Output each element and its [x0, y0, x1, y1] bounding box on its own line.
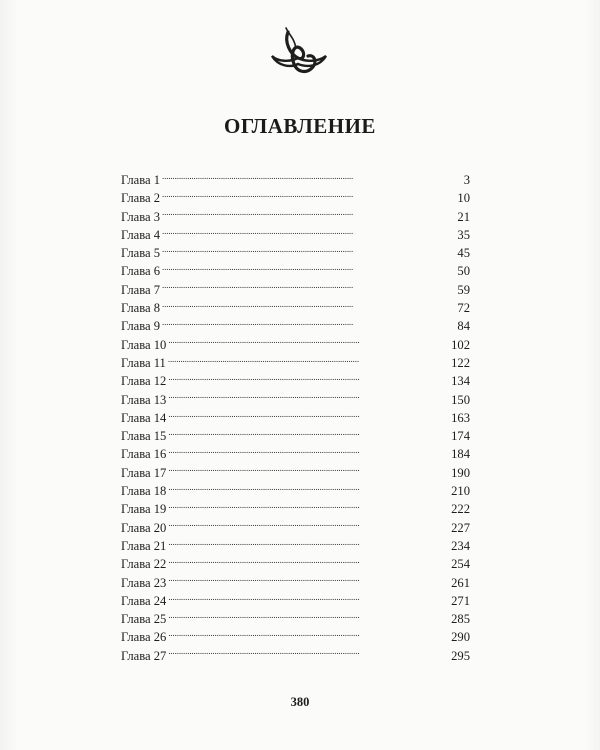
toc-entry — [121, 262, 470, 280]
dot-leader — [168, 337, 449, 349]
toc-entry — [121, 299, 470, 317]
toc-chapter-label: Глава 2 — [121, 191, 161, 206]
toc-page-number: 271 — [451, 593, 470, 608]
toc-chapter-label: Глава 14 — [121, 410, 167, 425]
flourish-icon — [268, 18, 332, 82]
toc-chapter-label: Глава 13 — [121, 392, 167, 407]
dot-leader — [162, 172, 462, 184]
dot-leader — [168, 629, 449, 641]
toc-page-number: 59 — [457, 282, 470, 297]
toc-chapter-label: Глава 11 — [121, 355, 166, 370]
toc-chapter-label: Глава 3 — [121, 209, 161, 224]
toc-page-number: 21 — [457, 209, 470, 224]
dot-leader — [162, 300, 455, 312]
page-number: 380 — [290, 695, 310, 709]
toc-page-number: 227 — [451, 520, 470, 535]
toc-entry — [121, 391, 470, 409]
dot-leader — [168, 428, 449, 440]
dot-leader — [162, 190, 455, 202]
toc-page-number: 295 — [451, 648, 470, 663]
dot-leader — [168, 538, 449, 550]
toc-page-number: 222 — [451, 502, 470, 517]
toc-entry — [121, 537, 470, 555]
toc-page-number: 45 — [457, 246, 470, 261]
toc-page-number: 3 — [463, 173, 470, 187]
dot-leader — [168, 501, 449, 513]
toc-chapter-label: Глава 19 — [121, 502, 167, 517]
dot-leader — [168, 446, 449, 458]
dot-leader — [162, 318, 455, 330]
toc-page-number: 134 — [451, 374, 470, 389]
toc-entry — [121, 281, 470, 299]
toc-entry — [121, 500, 470, 518]
toc-page-number: 190 — [451, 465, 470, 480]
dot-leader — [162, 209, 455, 221]
toc-chapter-label: Глава 12 — [121, 374, 167, 389]
toc-page-number: 285 — [451, 612, 470, 627]
toc-page-number: 84 — [457, 319, 470, 334]
dot-leader — [168, 465, 449, 477]
dot-leader — [162, 245, 455, 257]
toc-chapter-label: Глава 15 — [121, 429, 167, 444]
dot-leader — [168, 392, 449, 404]
toc-entry — [121, 445, 470, 463]
toc-entry — [121, 189, 470, 207]
toc-entry — [121, 244, 470, 262]
toc-entry — [121, 317, 470, 335]
toc-entry — [121, 226, 470, 244]
toc-page-number: 50 — [457, 264, 470, 279]
toc-page-number: 122 — [451, 355, 470, 370]
dot-leader — [168, 648, 449, 660]
toc-entry — [121, 592, 470, 610]
page-title: ОГЛАВЛЕНИЕ — [224, 114, 376, 138]
toc-chapter-label: Глава 8 — [121, 301, 161, 316]
toc-page-number: 290 — [451, 630, 470, 645]
toc-chapter-label: Глава 16 — [121, 447, 167, 462]
toc-page-number: 10 — [457, 191, 470, 206]
toc-entry — [121, 482, 470, 500]
dot-leader — [162, 282, 455, 294]
toc-chapter-label: Глава 1 — [121, 173, 161, 187]
toc-entry — [121, 336, 470, 354]
toc-entry — [121, 628, 470, 646]
dot-leader — [162, 227, 455, 239]
dot-leader — [168, 373, 449, 385]
toc-entry — [121, 610, 470, 628]
toc-page-number: 35 — [457, 227, 470, 242]
dot-leader — [168, 575, 449, 587]
toc-page-number: 261 — [451, 575, 470, 590]
toc-chapter-label: Глава 23 — [121, 575, 167, 590]
toc-chapter-label: Глава 26 — [121, 630, 167, 645]
toc-chapter-label: Глава 21 — [121, 538, 167, 553]
toc-chapter-label: Глава 6 — [121, 264, 161, 279]
toc-entry — [121, 464, 470, 482]
toc-chapter-label: Глава 20 — [121, 520, 167, 535]
dot-leader — [168, 556, 449, 568]
toc-page-number: 72 — [457, 301, 470, 316]
toc-page-number: 150 — [451, 392, 470, 407]
dot-leader — [162, 263, 455, 275]
dot-leader — [168, 410, 449, 422]
dot-leader — [168, 355, 449, 367]
toc-entry — [121, 647, 470, 665]
toc-chapter-label: Глава 5 — [121, 246, 161, 261]
toc-page-number: 102 — [451, 337, 470, 352]
toc-entry — [121, 555, 470, 573]
toc-page-number: 184 — [451, 447, 470, 462]
toc-chapter-label: Глава 4 — [121, 227, 161, 242]
toc-chapter-label: Глава 27 — [121, 648, 167, 663]
toc-entry — [121, 208, 470, 226]
toc-chapter-label: Глава 25 — [121, 612, 167, 627]
toc-chapter-label: Глава 9 — [121, 319, 161, 334]
dot-leader — [168, 593, 449, 605]
dot-leader — [168, 520, 449, 532]
toc-page-number: 210 — [451, 484, 470, 499]
toc-chapter-label: Глава 22 — [121, 557, 167, 572]
toc-page-number: 254 — [451, 557, 470, 572]
toc-entry — [121, 427, 470, 445]
toc-entry — [121, 574, 470, 592]
toc-chapter-label: Глава 24 — [121, 593, 167, 608]
toc-chapter-label: Глава 7 — [121, 282, 161, 297]
toc-page-number: 163 — [451, 410, 470, 425]
dot-leader — [168, 611, 449, 623]
toc-entry — [121, 409, 470, 427]
table-of-contents — [121, 171, 470, 665]
toc-entry — [121, 171, 470, 189]
toc-page-number: 234 — [451, 538, 470, 553]
toc-page-number: 174 — [451, 429, 470, 444]
toc-entry — [121, 372, 470, 390]
toc-chapter-label: Глава 17 — [121, 465, 167, 480]
toc-chapter-label: Глава 18 — [121, 484, 167, 499]
toc-entry — [121, 354, 470, 372]
toc-chapter-label: Глава 10 — [121, 337, 167, 352]
dot-leader — [168, 483, 449, 495]
toc-entry — [121, 519, 470, 537]
